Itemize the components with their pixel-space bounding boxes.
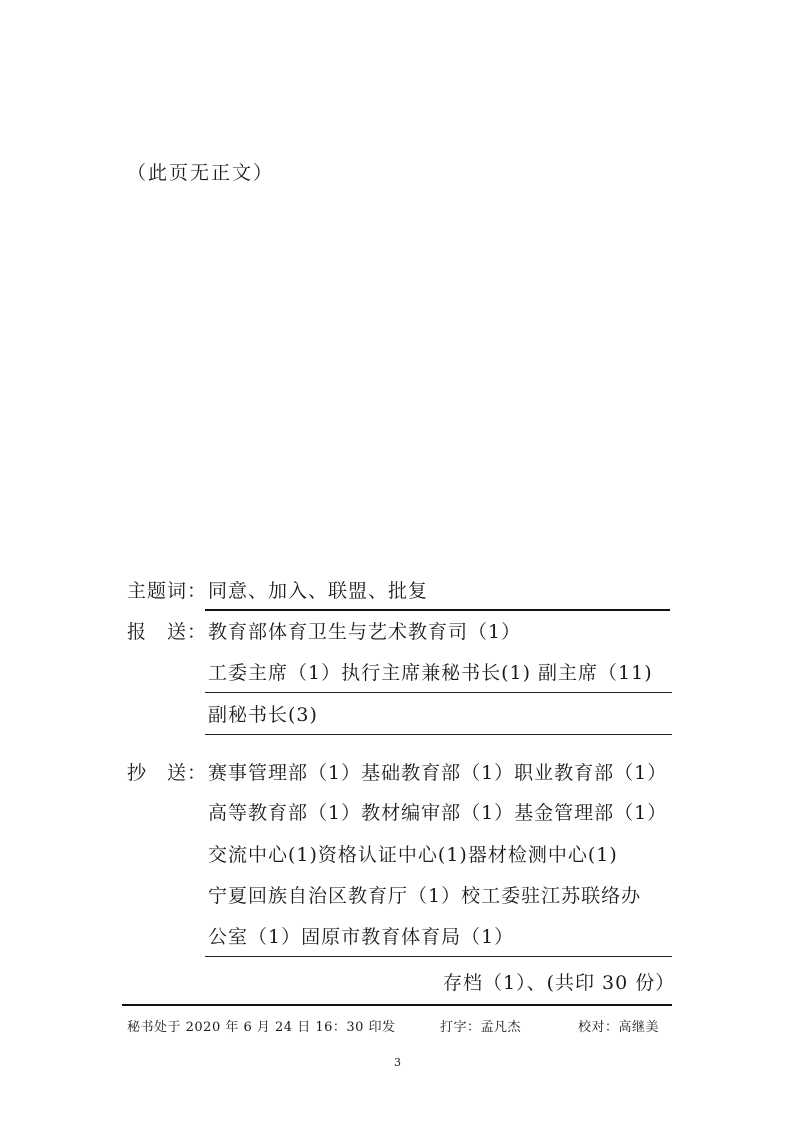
report-to-label: 报 送： [127, 621, 208, 643]
section-rule [205, 734, 672, 735]
archive-note: 存档（1）、(共印 30 份） [443, 972, 676, 994]
copy-to-line: 宁夏回族自治区教育厅（1）校工委驻江苏联络办 [208, 885, 642, 907]
issuer-note: 秘书处于 2020 年 6 月 24 日 16：30 印发 [127, 1020, 396, 1035]
keywords-label: 主题词： [127, 580, 208, 602]
proofreader-note: 校对：高继美 [578, 1020, 660, 1035]
copy-to-line: 交流中心(1)资格认证中心(1)器材检测中心(1) [208, 844, 618, 866]
keywords-text: 同意、加入、联盟、批复 [208, 580, 429, 602]
typist-note: 打字：孟凡杰 [440, 1020, 522, 1035]
copy-to-label: 抄 送： [127, 762, 208, 784]
page-number: 3 [394, 1056, 401, 1069]
report-to-line: 工委主席（1）执行主席兼秘书长(1) 副主席（11) [208, 662, 653, 684]
keywords-rule [205, 609, 670, 611]
report-to-line: 教育部体育卫生与艺术教育司（1） [208, 621, 522, 643]
report-to-rule [205, 692, 672, 693]
copy-to-line: 赛事管理部（1）基础教育部（1）职业教育部（1） [208, 762, 668, 784]
no-body-note: （此页无正文） [127, 162, 275, 184]
report-to-line: 副秘书长(3) [208, 704, 318, 726]
copy-to-line: 高等教育部（1）教材编审部（1）基金管理部（1） [208, 802, 668, 824]
copy-to-rule [205, 956, 672, 957]
copy-to-line: 公室（1）固原市教育体育局（1） [208, 926, 515, 948]
footer-rule [122, 1004, 672, 1006]
